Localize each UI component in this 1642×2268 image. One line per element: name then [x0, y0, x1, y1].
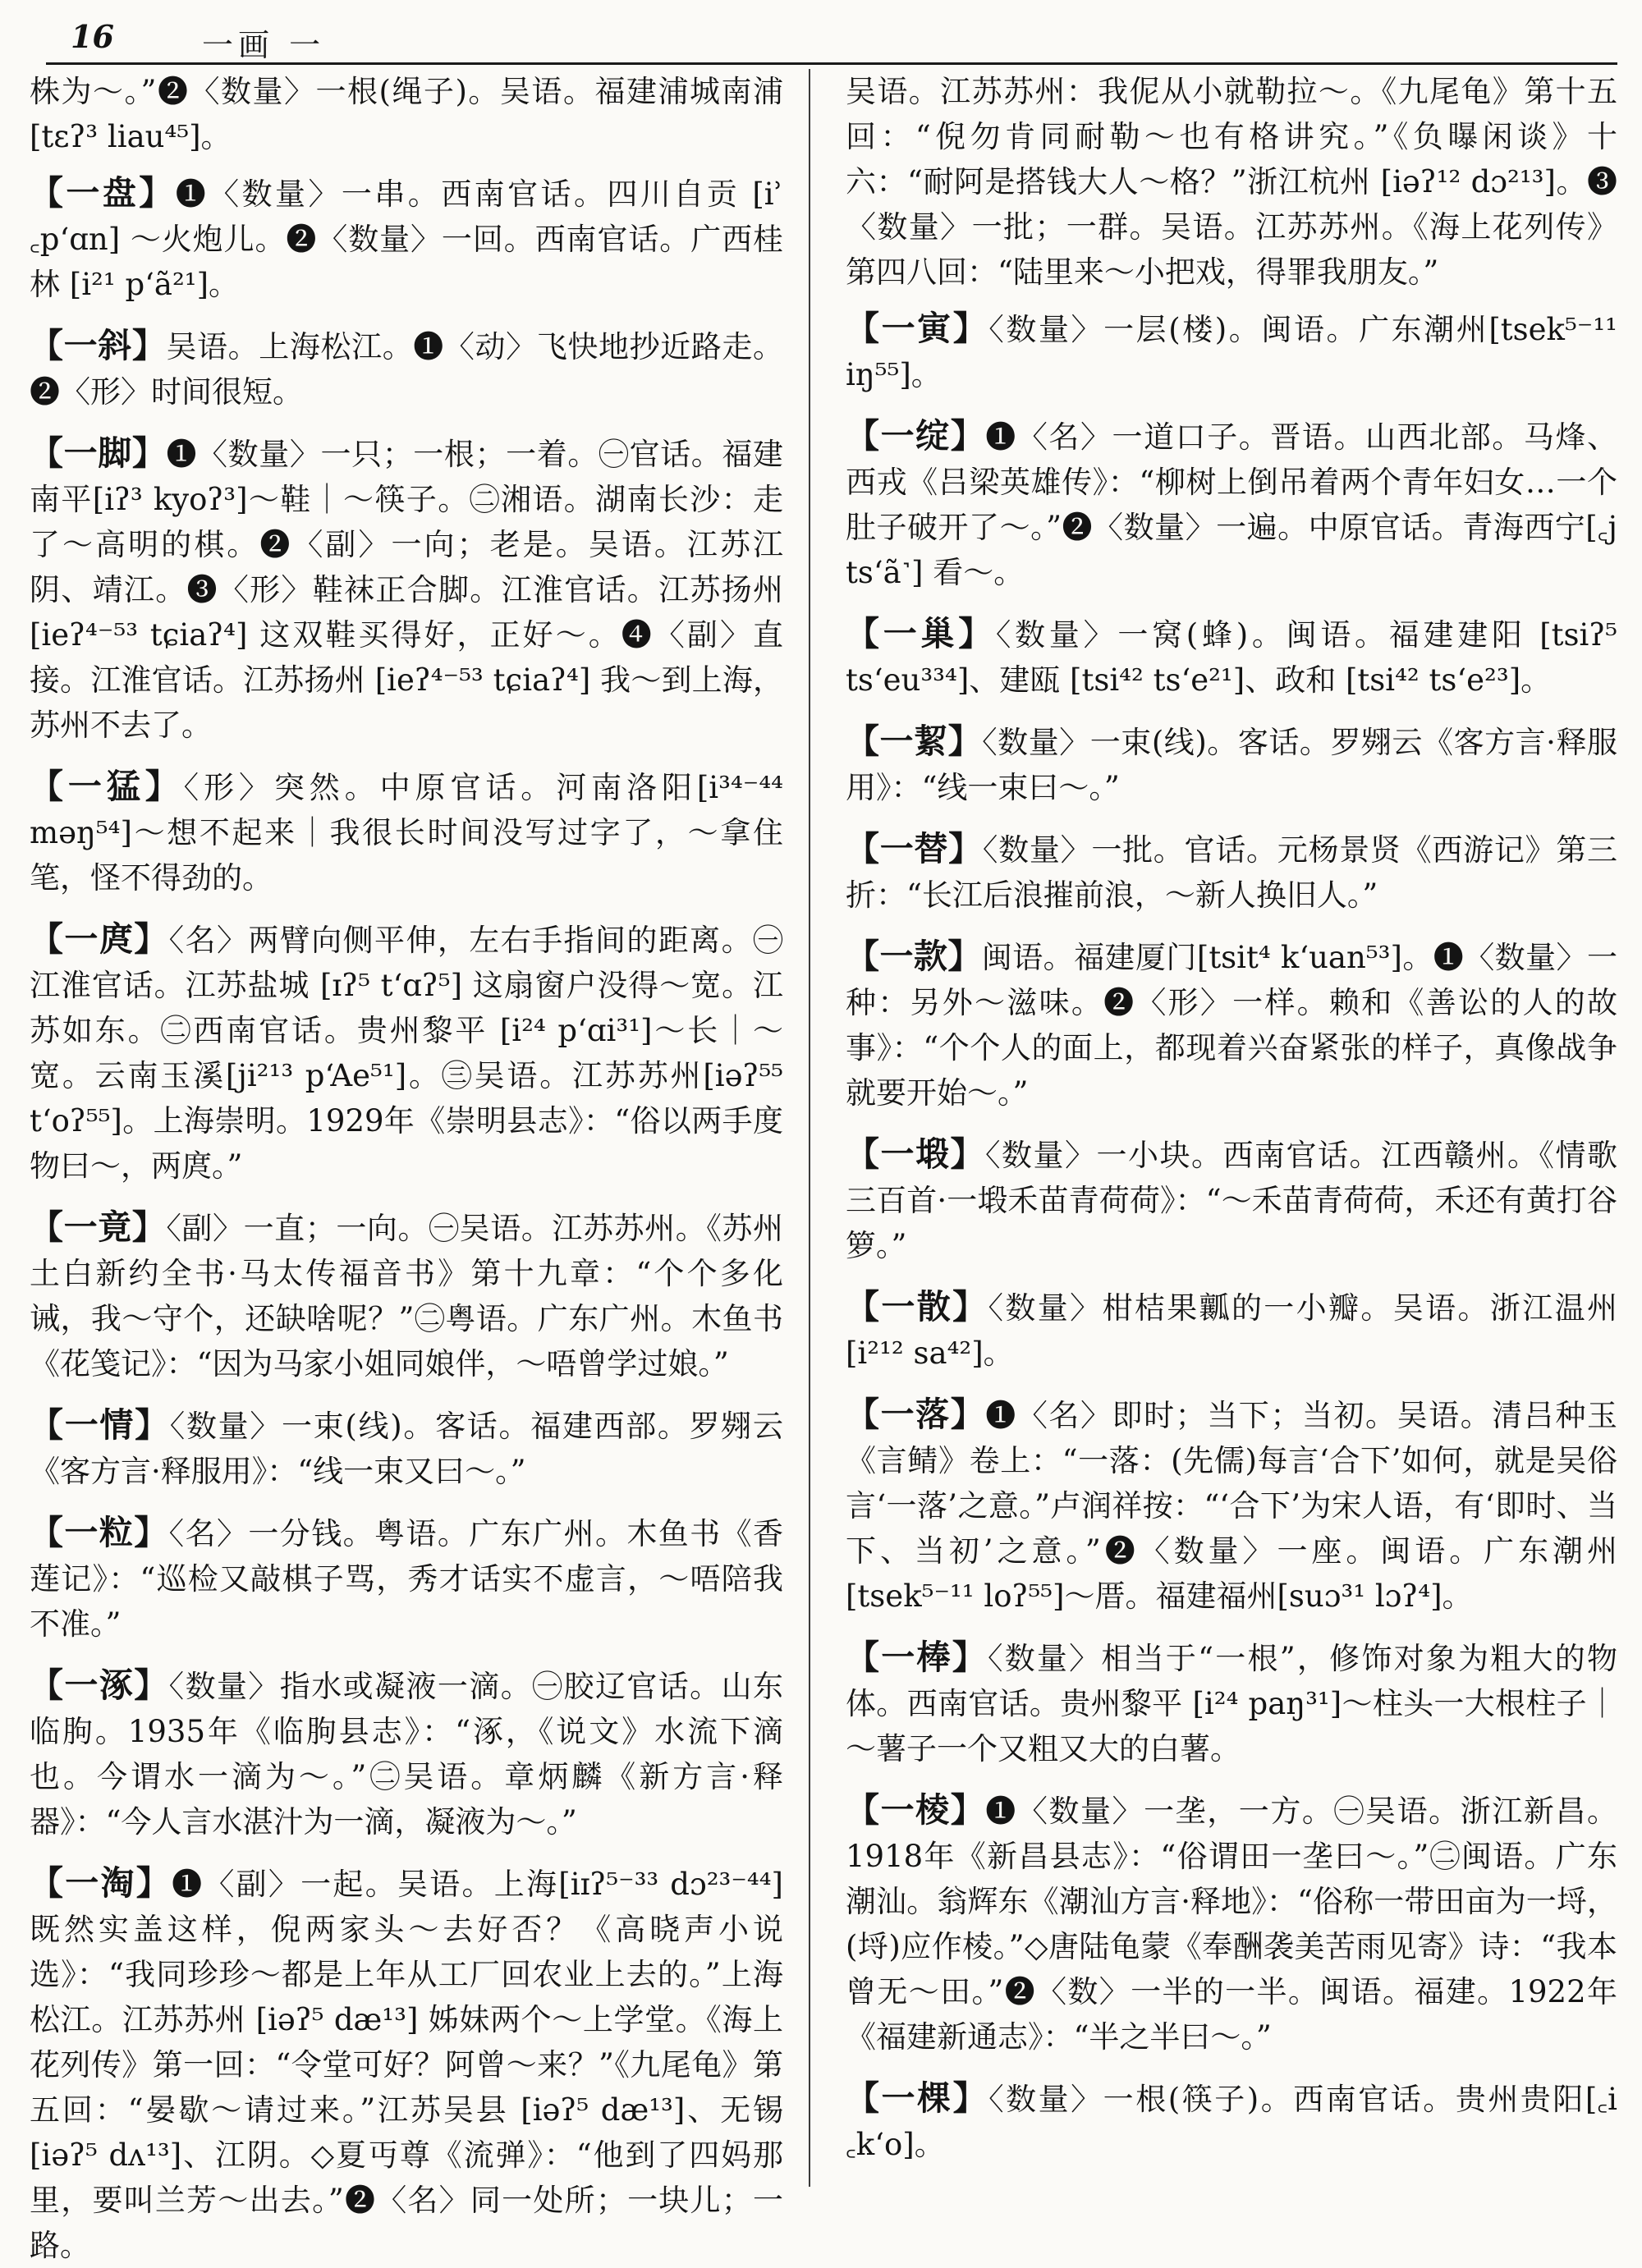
dictionary-entry [846, 827, 1617, 918]
entry-definition: 〈数量〉柑桔果瓤的一小瓣。吴语。浙江温州[i²¹² sa⁴²]。 [846, 1290, 1618, 1371]
left-entries [30, 171, 783, 2268]
entry-definition: 〈数量〉一小块。西南官话。江西赣州。《情歌三百首·一塅禾苗青荷荷》：“～禾苗青荷荷，禾还有黄打谷箩。” [846, 1138, 1617, 1263]
page-header [46, 15, 1617, 65]
dictionary-entry [30, 1205, 783, 1386]
entry-definition: 〈数量〉一批。官话。元杨景贤《西游记》第三折：“长江后浪摧前浪，～新人换旧人。” [846, 832, 1618, 913]
entry-headword: 【一庹】 [30, 919, 169, 959]
entry-headword: 【一涿】 [30, 1665, 169, 1705]
dictionary-entry [846, 1285, 1617, 1376]
dictionary-entry [846, 719, 1617, 810]
entry-headword: 【一斜】 [30, 326, 167, 365]
entry-headword: 【一落】 [846, 1395, 986, 1434]
dictionary-entry [846, 1635, 1617, 1771]
entry-headword: 【一竟】 [30, 1207, 167, 1247]
entry-headword: 【一寅】 [846, 309, 989, 348]
entry-headword: 【一猛】 [30, 767, 184, 806]
entry-definition: 〈数量〉一窝(蜂)。闽语。福建建阳 [tsiʔ⁵ tsʻeu³³⁴]、建瓯 [tsi⁴² tsʻe²¹]、政和 [tsi⁴² tsʻe²³]。 [846, 617, 1617, 698]
entry-headword: 【一巢】 [846, 614, 996, 653]
entry-definition: ❶〈数量〉一只；一根；一着。㊀官话。福建南平[iʔ³ kyoʔ³]～鞋｜～筷子。㊁湘语。湖南长沙：走了～高明的棋。❷〈副〉一向；老是。吴语。江苏江阴、靖江。❸〈形〉鞋袜正合脚。江淮官话。江苏扬州 [ieʔ⁴⁻⁵³ tɕiaʔ⁴] 这双鞋买得好，正好～。❹〈副〉直接。江淮官话。江苏扬州 [ieʔ⁴⁻⁵³ tɕiaʔ⁴] 我～到上海，苏州不去了。 [30, 437, 784, 743]
entry-definition: 〈数量〉相当于“一根”，修饰对象为粗大的物体。西南官话。贵州黎平 [i²⁴ paŋ³¹]～柱头一大根柱子｜～薯子一个又粗又大的白薯。 [846, 1641, 1617, 1766]
entry-definition: 〈数量〉一根(筷子)。西南官话。贵州贵阳[꜀i ꜀kʻo]。 [846, 2082, 1617, 2162]
entry-definition: 闽语。福建厦门[tsit⁴ kʻuan⁵³]。❶〈数量〉一种：另外～滋味。❷〈形〉一样。赖和《善讼的人的故事》：“个个人的面上，都现着兴奋紧张的样子，真像战争就要开始～。” [846, 940, 1618, 1111]
entry-headword: 【一情】 [30, 1405, 170, 1445]
entry-definition: ❶〈数量〉一串。西南官话。四川自贡 [iʾ ꜀pʻɑn] ～火炮儿。❷〈数量〉一回。西南官话。广西桂林 [i²¹ pʻã²¹]。 [30, 176, 783, 302]
dictionary-entry [846, 612, 1617, 703]
entry-headword: 【一绽】 [846, 416, 986, 456]
entry-definition: 〈数量〉一层(楼)。闽语。广东潮州[tsek⁵⁻¹¹ iŋ⁵⁵]。 [846, 312, 1618, 392]
entry-definition: 〈数量〉一束(线)。客话。罗翙云《客方言·释服用》：“线一束曰～。” [846, 725, 1617, 805]
entry-definition: 〈数量〉指水或凝液一滴。㊀胶辽官话。山东临朐。1935年《临朐县志》：“涿，《说文》水流下滴也。今谓水一滴为～。”㊁吴语。章炳麟《新方言·释器》：“今人言水湛汁为一滴，凝液为～。” [30, 1669, 784, 1840]
entry-headword: 【一脚】 [30, 433, 167, 473]
entry-definition: 〈形〉突然。中原官话。河南洛阳[i³⁴⁻⁴⁴ məŋ⁵⁴]～想不起来｜我很长时间没写过字了，～拿住笔，怪不得劲的。 [30, 770, 783, 896]
entry-definition: 〈数量〉一束(线)。客话。福建西部。罗翙云《客方言·释服用》：“线一束又曰～。” [30, 1409, 784, 1489]
dictionary-entry [30, 1861, 783, 2268]
entry-definition: ❶〈名〉一道口子。晋语。山西北部。马烽、西戎《吕梁英雄传》：“柳树上倒吊着两个青年妇女…一个肚子破开了～。”❷〈数量〉一遍。中原官话。青海西宁[꜀j tsʻã˺] 看～。 [846, 419, 1618, 590]
dictionary-entry [30, 1663, 783, 1844]
entry-headword: 【一款】 [846, 937, 982, 976]
dictionary-entry [30, 431, 783, 748]
entry-definition: ❶〈名〉即时；当下；当初。吴语。清吕种玉《言鲭》卷上：“一落：(先儒)每言‘合下’如何，就是吴俗言‘一落’之意。”卢润祥按：“‘合下’为宋人语，有‘即时、当下、当初’之意。”❷〈数量〉一座。闽语。广东潮州[tsek⁵⁻¹¹ loʔ⁵⁵]～厝。福建福州[suɔ³¹ lɔʔ⁴]。 [846, 1398, 1618, 1614]
dictionary-entry [846, 2076, 1617, 2167]
dictionary-entry [846, 414, 1617, 595]
dictionary-entry [30, 323, 783, 415]
dictionary-entry [30, 1403, 783, 1494]
entry-headword: 【一棒】 [846, 1638, 988, 1677]
entry-continuation: 株为～。”❷〈数量〉一根(绳子)。吴语。福建浦城南浦[tɛʔ³ liau⁴⁵]。 [30, 74, 783, 154]
page-number: 16 [71, 18, 114, 55]
entry-headword: 【一散】 [846, 1287, 988, 1326]
entry-definition: ❶〈副〉一起。吴语。上海[iɪʔ⁵⁻³³ dɔ²³⁻⁴⁴] 既然实盖这样，倪两家头～去好否？《高晓声小说选》：“我同珍珍～都是上年从工厂回农业上去的。”上海松江。江苏苏州 [iəʔ⁵ dæ¹³] 姊妹两个～上学堂。《海上花列传》第一回：“令堂可好？阿曾～来？”《九尾龟》第五回：“晏歇～请过来。”江苏吴县 [iəʔ⁵ dæ¹³]、无锡[iəʔ⁵ dʌ¹³]、江阴。◇夏丏尊《流弹》：“他到了四妈那里，要叫兰芳～出去。”❷〈名〉同一处所；一块儿；一路。 [30, 1867, 783, 2263]
dictionary-entry [846, 1392, 1617, 1619]
dictionary-entry [846, 1788, 1617, 2060]
entry-continuation: 吴语。江苏苏州：我伲从小就勒拉～。《九尾龟》第十五回：“倪勿肯同耐勒～也有格讲究。”《负曝闲谈》十六：“耐阿是搭钱大人～格？”浙江杭州 [iəʔ¹² dɔ²¹³]。❸〈数量〉一批；一群。吴语。江苏苏州。《海上花列传》第四八回：“陆里来～小把戏，得罪我朋友。” [846, 74, 1617, 290]
entry-definition: 〈副〉一直；一向。㊀吴语。江苏苏州。《苏州土白新约全书·马太传福音书》第十九章：“个个多化诫，我～守个，还缺啥呢？”㊁粤语。广东广州。木鱼书《花笺记》：“因为马家小姐同娘伴，～唔曾学过娘。” [30, 1211, 784, 1381]
right-column [846, 69, 1617, 2216]
entry-headword: 【一絜】 [846, 722, 983, 761]
column-divider [809, 69, 810, 2187]
left-column [30, 69, 784, 2263]
dictionary-entry [30, 917, 783, 1189]
entry-headword: 【一棱】 [846, 1790, 986, 1830]
dictionary-entry [30, 171, 783, 307]
entry-definition: 〈名〉一分钱。粤语。广东广州。木鱼书《香莲记》：“巡检又敲棋子骂，秀才话实不虚言，～唔陪我不准。” [30, 1516, 784, 1642]
entry-headword: 【一粒】 [30, 1513, 169, 1552]
entry-definition: 〈名〉两臂向侧平伸，左右手指间的距离。㊀江淮官话。江苏盐城 [ɪʔ⁵ tʻɑʔ⁵] 这扇窗户没得～宽。江苏如东。㊁西南官话。贵州黎平 [i²⁴ pʻɑi³¹]～长｜～宽。云南玉溪[ji²¹³ pʻAe⁵¹]。㊂吴语。江苏苏州[iəʔ⁵⁵ tʻoʔ⁵⁵]。上海崇明。1929年《崇明县志》：“俗以两手度物曰～，两庹。” [30, 923, 784, 1184]
entry-headword: 【一替】 [846, 829, 983, 868]
entry-headword: 【一棵】 [846, 2078, 989, 2118]
dictionary-entry [846, 1132, 1617, 1268]
dictionary-entry [30, 764, 783, 900]
dictionary-entry [846, 306, 1617, 397]
entry-definition: 吴语。上海松江。❶〈动〉飞快地抄近路走。❷〈形〉时间很短。 [30, 329, 784, 410]
dictionary-entry [30, 1510, 783, 1647]
entry-headword: 【一盘】 [30, 173, 176, 213]
dictionary-entry [846, 934, 1617, 1116]
running-head: 一画 一 [202, 27, 326, 63]
right-entries [846, 306, 1617, 2167]
entry-definition: ❶〈数量〉一垄，一方。㊀吴语。浙江新昌。1918年《新昌县志》：“俗谓田一垄曰～。”㊁闽语。广东潮汕。翁辉东《潮汕方言·释地》：“俗称一带田亩为一埒，(埒)应作棱。”◇唐陆龟蒙《奉酬袭美苦雨见寄》诗：“我本曾无～田。”❷〈数〉一半的一半。闽语。福建。1922年《福建新通志》：“半之半曰～。” [846, 1794, 1618, 2055]
entry-headword: 【一塅】 [846, 1134, 985, 1174]
entry-headword: 【一淘】 [30, 1863, 172, 1903]
